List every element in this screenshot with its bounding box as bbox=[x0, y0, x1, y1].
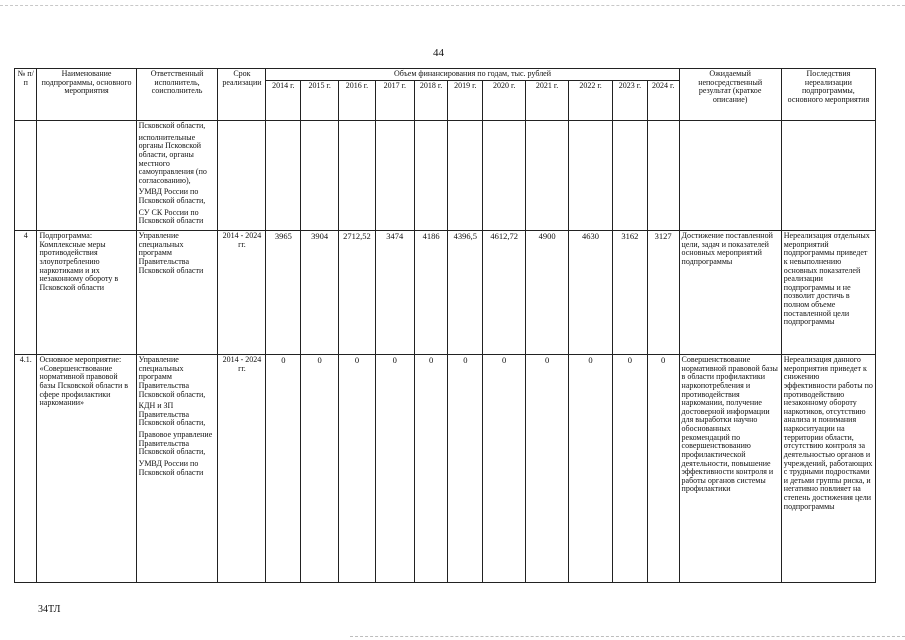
row-value bbox=[301, 121, 339, 231]
executor-entry: УМВД России по Псковской области bbox=[138, 458, 204, 477]
header-year: 2014 г. bbox=[266, 81, 301, 121]
row-value: 0 bbox=[569, 355, 613, 583]
header-year: 2018 г. bbox=[414, 81, 448, 121]
header-name: Наименование подпрограммы, основного мероприятия bbox=[37, 69, 136, 121]
header-result: Ожидаемый непосредственный результат (краткое описание) bbox=[679, 69, 781, 121]
row-value: 0 bbox=[266, 355, 301, 583]
header-term: Срок реализации bbox=[218, 69, 266, 121]
row-value bbox=[569, 121, 613, 231]
row-consequence: Нереализация данного мероприятия приведет к снижению эффективности работы по противодействию незаконному обороту наркотиков, отсутствию анализа и понимания наркоситуации на территории области, отсутствию контроля за деятельностью органов и учреждений, работающих с трудными подростками и детьми группы риска, и негативно повлияет на степень достижения цели подпрограммы bbox=[781, 355, 875, 583]
executor-entry: УМВД России по Псковской области, bbox=[138, 187, 206, 205]
header-year: 2021 г. bbox=[526, 81, 569, 121]
header-year: 2024 г. bbox=[647, 81, 679, 121]
table-row bbox=[15, 121, 876, 231]
row-result: Совершенствование нормативной правовой базы в области профилактики наркопотребления и противодействия наркомании, получение достоверной информации для выработки научно обоснованных рекомендаций по совершенствованию профилактической деятельности, повышение эффективности контроля и работы органов системы профилактики bbox=[679, 355, 781, 583]
scan-edge-bottom bbox=[350, 636, 905, 637]
row-name: Подпрограмма: Комплексные меры противодействия злоупотреблению наркотиками и их незаконному обороту в Псковской области bbox=[37, 231, 136, 355]
row-value: 3474 bbox=[375, 231, 414, 355]
executor-entry: Управление специальных программ Правительства Псковской области bbox=[138, 231, 204, 275]
row-name: Основное мероприятие: «Совершенствование нормативной правовой базы Псковской области в сфере профилактики наркомании» bbox=[37, 355, 136, 583]
executor-entry: исполнительные органы Псковской области, органы местного самоуправления (по согласованию), bbox=[138, 132, 207, 185]
row-value bbox=[414, 121, 448, 231]
row-value: 4900 bbox=[526, 231, 569, 355]
executor-entry: Управление специальных программ Правительства Псковской области, bbox=[138, 355, 206, 399]
row-consequence: Нереализация отдельных мероприятий подпрограммы приведет к невыполнению основных показателей реализации подпрограммы и не позволит достичь в полном объеме поставленной цели подпрограммы bbox=[781, 231, 875, 355]
header-year: 2023 г. bbox=[613, 81, 648, 121]
row-num: 4.1. bbox=[15, 355, 37, 583]
header-executor: Ответственный исполнитель, соисполнитель bbox=[136, 69, 218, 121]
row-term: 2014 - 2024 гг. bbox=[218, 231, 266, 355]
executor-entry: Псковской области, bbox=[138, 121, 206, 130]
document-code: 34ТЛ bbox=[38, 604, 61, 615]
row-value: 0 bbox=[483, 355, 526, 583]
row-result: Достижение поставленной цели, задач и показателей основных мероприятий подпрограммы bbox=[679, 231, 781, 355]
row-value bbox=[647, 121, 679, 231]
row-num: 4 bbox=[15, 231, 37, 355]
row-value: 4630 bbox=[569, 231, 613, 355]
row-value: 3965 bbox=[266, 231, 301, 355]
row-consequence bbox=[781, 121, 875, 231]
row-value: 0 bbox=[613, 355, 648, 583]
row-term: 2014 - 2024 гг. bbox=[218, 355, 266, 583]
row-value: 0 bbox=[375, 355, 414, 583]
row-value: 4612,72 bbox=[483, 231, 526, 355]
row-value: 4396,5 bbox=[448, 231, 483, 355]
row-value bbox=[375, 121, 414, 231]
row-term bbox=[218, 121, 266, 231]
row-value: 0 bbox=[526, 355, 569, 583]
row-value: 0 bbox=[448, 355, 483, 583]
row-value: 2712,52 bbox=[339, 231, 376, 355]
row-executors bbox=[136, 121, 218, 231]
row-value bbox=[613, 121, 648, 231]
header-funding: Объем финансирования по годам, тыс. рублей bbox=[266, 69, 679, 81]
row-value bbox=[526, 121, 569, 231]
row-num bbox=[15, 121, 37, 231]
header-year: 2022 г. bbox=[569, 81, 613, 121]
row-executors bbox=[136, 231, 218, 355]
row-value: 0 bbox=[301, 355, 339, 583]
row-value: 0 bbox=[414, 355, 448, 583]
header-year: 2020 г. bbox=[483, 81, 526, 121]
row-value: 0 bbox=[339, 355, 376, 583]
row-value: 3162 bbox=[613, 231, 648, 355]
row-value bbox=[448, 121, 483, 231]
row-value: 0 bbox=[647, 355, 679, 583]
funding-table bbox=[14, 68, 876, 583]
row-value: 3127 bbox=[647, 231, 679, 355]
header-num: № п/п bbox=[15, 69, 37, 121]
table-row bbox=[15, 355, 876, 583]
row-name bbox=[37, 121, 136, 231]
scan-edge-top bbox=[0, 5, 905, 6]
header-year: 2015 г. bbox=[301, 81, 339, 121]
row-result bbox=[679, 121, 781, 231]
header-consequence: Последствия нереализации подпрограммы, основного мероприятия bbox=[781, 69, 875, 121]
row-executors bbox=[136, 355, 218, 583]
row-value: 3904 bbox=[301, 231, 339, 355]
table-row bbox=[15, 231, 876, 355]
executor-entry: КДН и ЗП Правительства Псковской области, bbox=[138, 401, 206, 428]
page-number: 44 bbox=[433, 47, 444, 59]
row-value bbox=[339, 121, 376, 231]
executor-entry: СУ СК России по Псковской области bbox=[138, 207, 204, 226]
row-value: 4186 bbox=[414, 231, 448, 355]
header-year: 2016 г. bbox=[339, 81, 376, 121]
row-value bbox=[483, 121, 526, 231]
row-value bbox=[266, 121, 301, 231]
header-year: 2017 г. bbox=[375, 81, 414, 121]
header-year: 2019 г. bbox=[448, 81, 483, 121]
executor-entry: Правовое управление Правительства Псковской области, bbox=[138, 430, 213, 457]
